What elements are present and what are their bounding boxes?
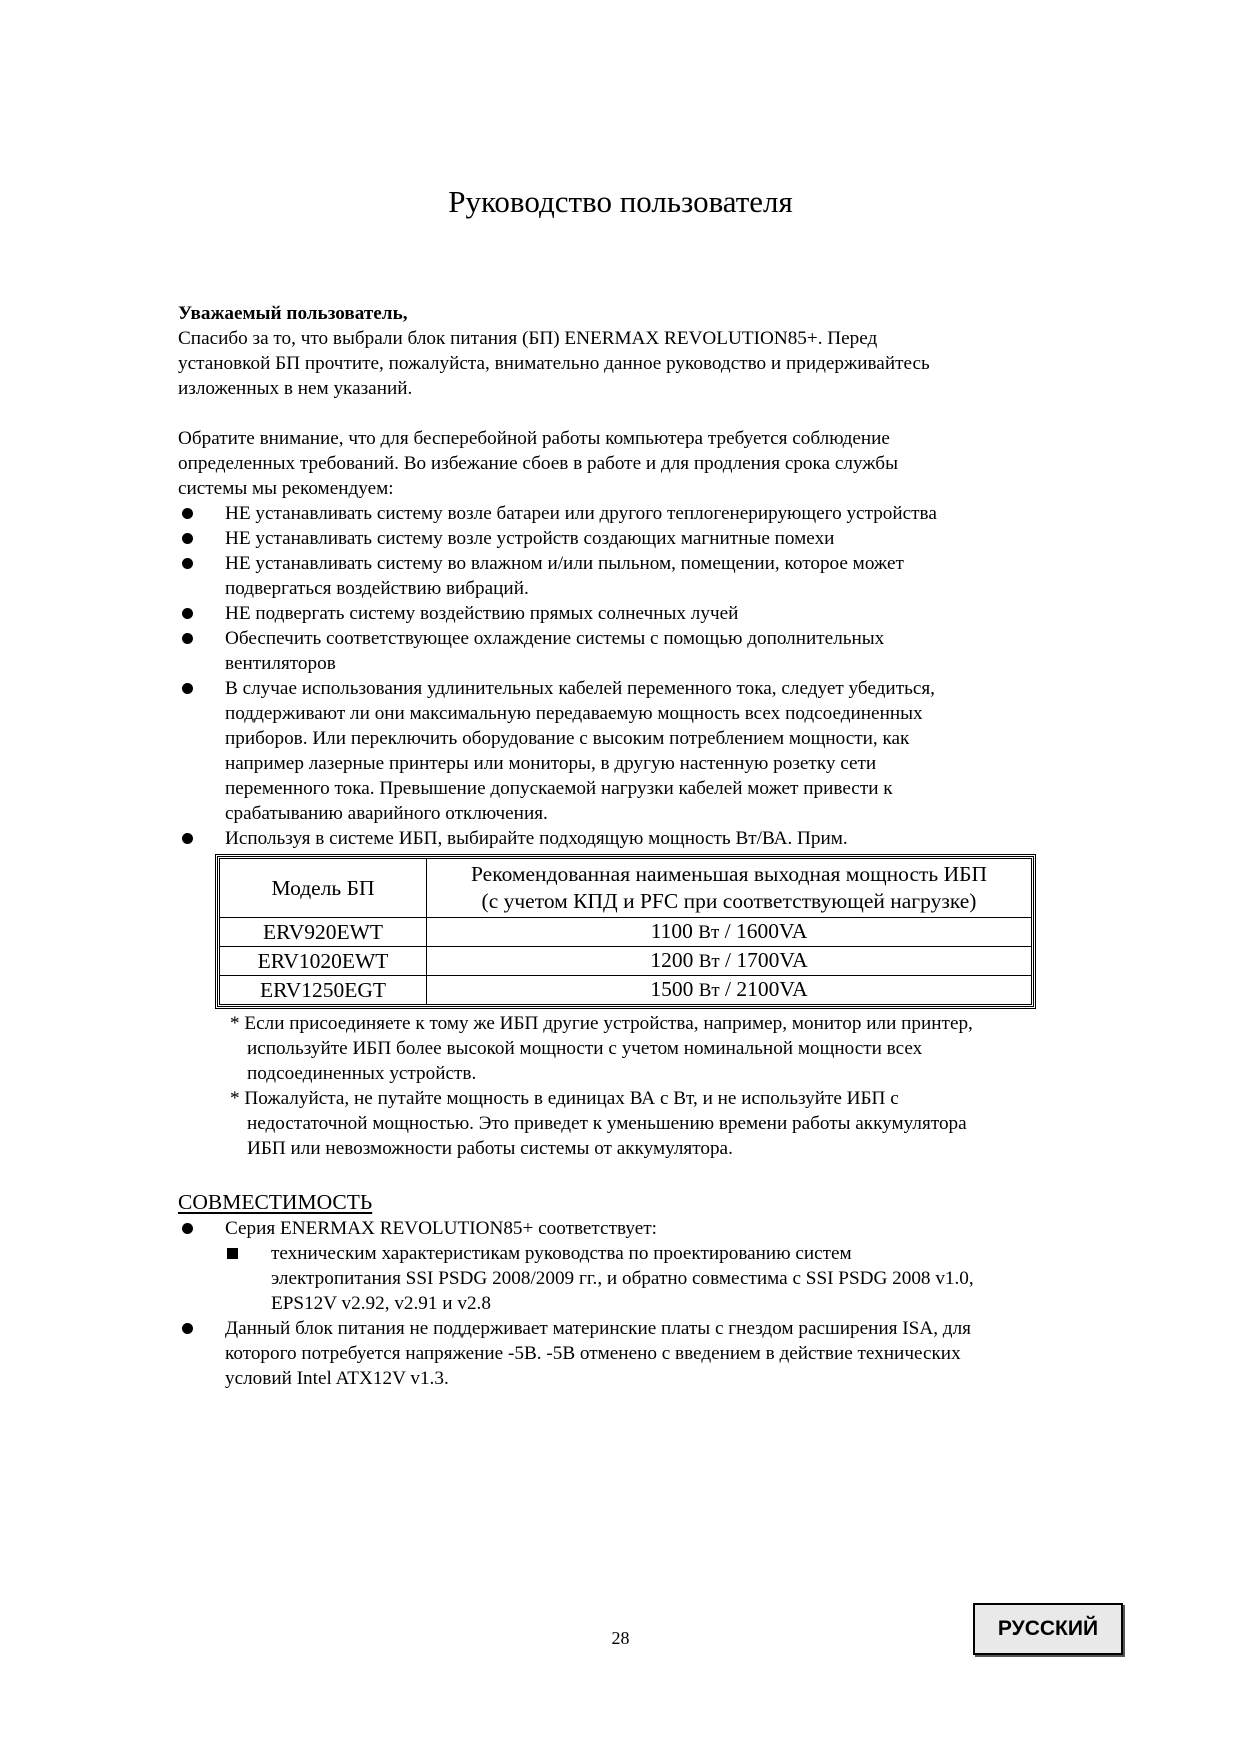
section-heading-compat: СОВМЕСТИМОСТЬ (178, 1190, 373, 1214)
intro-line: изложенных в нем указаний. (178, 378, 413, 399)
list-item-text: В случае использования удлинительных кабелей переменного тока, следует убедиться, (225, 678, 935, 699)
ups-table (219, 858, 1032, 1005)
bullet-icon (182, 533, 193, 544)
list-item (178, 501, 1078, 526)
list-item (178, 1316, 1078, 1391)
note-line: недостаточной мощностью. Это приведет к уменьшению времени работы аккумулятора (247, 1113, 967, 1134)
header-power (427, 859, 1032, 918)
notice-line: Обратите внимание, что для бесперебойной работы компьютера требуется соблюдение (178, 428, 890, 449)
table-row (220, 947, 1032, 976)
watts-unit: Вт (698, 980, 720, 1001)
model-cell: ERV1020EWT (220, 947, 427, 976)
list-item-text: Серия ENERMAX REVOLUTION85+ соответствует: (225, 1218, 657, 1239)
list-item (178, 601, 1078, 626)
list-item-text: например лазерные принтеры или мониторы, в другую настенную розетку сети (225, 753, 877, 774)
note-line: * Если присоединяете к тому же ИБП другие устройства, например, монитор или принтер, (230, 1013, 973, 1034)
compat-sublist (225, 1241, 1078, 1316)
model-cell: ERV1250EGT (220, 976, 427, 1005)
bullet-icon (182, 508, 193, 519)
list-item-text: НЕ устанавливать систему во влажном и/или пыльном, помещении, которое может (225, 553, 904, 574)
list-item-text: которого потребуется напряжение -5В. -5В отменено с введением в действие технических (225, 1343, 961, 1364)
note-line: используйте ИБП более высокой мощности с учетом номинальной мощности всех (247, 1038, 923, 1059)
watts-unit: Вт (698, 951, 720, 972)
list-item (178, 626, 1078, 676)
page-title: Руководство пользователя (448, 184, 793, 219)
bullet-icon (182, 833, 193, 844)
table-note (230, 1011, 1078, 1086)
note-line: * Пожалуйста, не путайте мощность в единицах ВА с Вт, и не используйте ИБП с (230, 1088, 899, 1109)
list-item-text: поддерживают ли они максимальную передаваемую мощность всех подсоединенных (225, 703, 923, 724)
page-number: 28 (611, 1628, 630, 1648)
va-value: / 2100VA (725, 977, 808, 1001)
list-item-text: приборов. Или переключить оборудование с высоким потреблением мощности, как (225, 728, 910, 749)
bullet-icon (182, 1223, 193, 1234)
list-item-text: срабатыванию аварийного отключения. (225, 803, 548, 824)
list-item-text: переменного тока. Превышение допускаемой нагрузки кабелей может привести к (225, 778, 893, 799)
header-power-line: Рекомендованная наименьшая выходная мощность ИБП (471, 862, 987, 886)
list-item (178, 1216, 1078, 1316)
bullet-icon (182, 633, 193, 644)
notice-paragraph (178, 426, 1078, 501)
list-item-text: техническим характеристикам руководства по проектированию систем (271, 1243, 852, 1264)
power-cell (427, 947, 1032, 976)
list-item (225, 1241, 1078, 1316)
table-row (220, 976, 1032, 1005)
note-line: подсоединенных устройств. (247, 1063, 477, 1084)
list-item-text: НЕ подвергать систему воздействию прямых солнечных лучей (225, 603, 739, 624)
list-item-text: подвергаться воздействию вибраций. (225, 578, 529, 599)
bullet-icon (182, 558, 193, 569)
recommendation-list (178, 501, 1078, 851)
list-item-text: НЕ устанавливать систему возле устройств создающих магнитные помехи (225, 528, 835, 549)
watts-unit: Вт (698, 922, 720, 943)
list-item-text: электропитания SSI PSDG 2008/2009 гг., и обратно совместима с SSI PSDG 2008 v1.0, (271, 1268, 974, 1289)
list-item-text: EPS12V v2.92, v2.91 и v2.8 (271, 1293, 491, 1314)
watts-value: 1200 (650, 948, 694, 972)
square-bullet-icon (227, 1248, 238, 1259)
compat-list (178, 1216, 1078, 1391)
bullet-icon (182, 608, 193, 619)
table-note (230, 1086, 1078, 1161)
language-badge: РУССКИЙ (973, 1603, 1123, 1655)
list-item-text: НЕ устанавливать систему возле батареи или другого теплогенерирующего устройства (225, 503, 937, 524)
list-item-text: условий Intel ATX12V v1.3. (225, 1368, 449, 1389)
list-item (178, 551, 1078, 601)
notice-line: системы мы рекомендуем: (178, 478, 394, 499)
list-item (178, 826, 1078, 851)
watts-value: 1100 (650, 919, 693, 943)
model-cell: ERV920EWT (220, 918, 427, 947)
intro-line: установкой БП прочтите, пожалуйста, внимательно данное руководство и придерживайтесь (178, 353, 930, 374)
list-item-text: вентиляторов (225, 653, 336, 674)
power-cell (427, 976, 1032, 1005)
list-item-text: Обеспечить соответствующее охлаждение системы с помощью дополнительных (225, 628, 885, 649)
header-model: Модель БП (220, 859, 427, 918)
intro-paragraph (178, 326, 1078, 401)
va-value: / 1700VA (725, 948, 808, 972)
intro-line: Спасибо за то, что выбрали блок питания (БП) ENERMAX REVOLUTION85+. Перед (178, 328, 878, 349)
content (178, 301, 1078, 1391)
table-row (220, 918, 1032, 947)
ups-table-frame (215, 854, 1036, 1009)
list-item (178, 676, 1078, 826)
va-value: / 1600VA (724, 919, 808, 943)
list-item (178, 526, 1078, 551)
list-item-text: Используя в системе ИБП, выбирайте подходящую мощность Вт/ВА. Прим. (225, 828, 848, 849)
bullet-icon (182, 1323, 193, 1334)
list-item-text: Данный блок питания не поддерживает материнские платы с гнездом расширения ISA, для (225, 1318, 971, 1339)
table-header-row (220, 859, 1032, 918)
notice-line: определенных требований. Во избежание сбоев в работе и для продления срока службы (178, 453, 898, 474)
bullet-icon (182, 683, 193, 694)
note-line: ИБП или невозможности работы системы от аккумулятора. (247, 1138, 733, 1159)
power-cell (427, 918, 1032, 947)
greeting: Уважаемый пользователь, (178, 303, 408, 324)
watts-value: 1500 (650, 977, 694, 1001)
header-power-line: (с учетом КПД и PFC при соответствующей нагрузке) (481, 889, 977, 913)
